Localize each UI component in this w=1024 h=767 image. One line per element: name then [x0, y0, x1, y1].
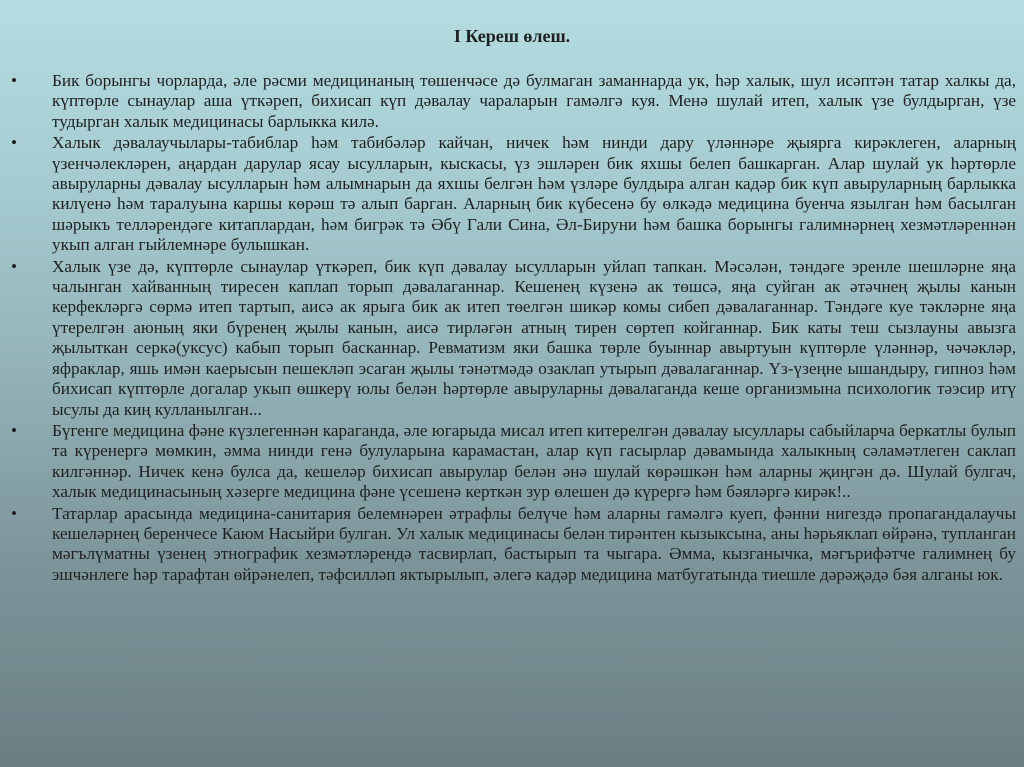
bullet-icon: •: [10, 503, 18, 523]
paragraph-text: Бүгенге медицина фәне күзлегеннән караганда, әле югарыда мисал итеп китерелгән дәвалау ысуллары сабыйларча беркатлы булып та күренергә мөмкин, әмма нинди генә булуларына карамастан, алар күп гасырлар дәвамында халыкның сәламәтлеген саклап килгәннәр. Ничек кенә булса да, кешеләр бихисап авырулар белән әнә шулай көрәшкән һәм аларны җиңгән дә. Шулай булгач, халык медицинасының хәзерге медицина фәне үсешенә керткән зур өлешен дә күрергә һәм бәяләргә кирәк!..: [52, 420, 1016, 502]
list-item: [0, 257, 1024, 420]
list-item: [0, 504, 1024, 586]
paragraph-list: [0, 71, 1024, 586]
paragraph-text: Халык үзе дә, күптөрле сынаулар үткәреп, бик күп дәвалау ысулларын уйлап тапкан. Мәсәлән, тәндәге эренле шешләрне яңа чалынган хайванның тиресен каплап торып дәвалаганнар. Кешенең күзенә ак төшсә, яңа суйган ак әтәчнең җылы канын керфекләргә сөрмә итеп тартып, аисә ак ярыга бик ак итеп төелгән шикәр комы сибеп дәвалаганнар. Тәндәге куе тәкләрне яңа үтерелгән аюның яки бүренең җылы канын, аисә тирләгән атның тирен сөртеп койганнар. Бик каты теш сызлауны авызга җылыткан серкә(уксус) кабып торып басканнар. Ревматизм яки башка төрле буыннар авыртуын күптөрле үләннәр, чәчәкләр, яфраклар, яшь имән каерысын пешекләп эсаган җылы тәнәтмәдә озаклап утырып дәвалаганнар. Үз-үзеңне ышандыру, гипноз һәм бихисап күптөрле догалар укып өшкерү юлы белән һәртөрле авыруларны дәвалаганда кеше организмына психологик тәэсир итү ысулы да киң кулланылган...: [52, 256, 1016, 419]
bullet-icon: •: [10, 256, 18, 276]
bullet-icon: •: [10, 71, 18, 90]
bullet-icon: •: [10, 133, 18, 153]
list-item: [0, 71, 1024, 132]
paragraph-text: Халык дәвалаучылары-табиблар һәм табибәләр кайчан, ничек һәм нинди дару үләннәре җыярга кирәклеген, аларның үзенчәлекләрен, аңардан дарулар ясау ысулларын, кыскасы, үз эшләрен бик яхшы белеп башкарган. Алар шулай ук һәртөрле авыруларны дәвалау ысулларын һәм алымнарын да яхшы белгән һәм үзләре булдыра алган кадәр бик күп авыруларның барлыкка килүенә һәм таралуына каршы көрәш тә алып барган. Аларның бик күбесенә бу өлкәдә медицина буенча язылган һәм басылган шәрыкъ телләрендәге китаплардан, һәм бигрәк тә Әбү Гали Сина, Әл-Бируни һәм башка борынгы галимнәрнең хезмәтләреннән укып алган гыйлемнәре булышкан.: [52, 133, 1016, 255]
paragraph-text: Татарлар арасында медицина-санитария белемнәрен әтрафлы белүче һәм аларны гамәлгә куеп, фәнни нигездә пропагандалаучы кешеләрнең беренчесе Каюм Насыйри булган. Ул халык медицинасы белән тирәнтен кызыксына, аны һәрьяклап өйрәнә, тупланган мәгълүматны үзенең этнографик хезмәтләрендә тасвирлап, бастырып та чыгара. Әмма, кызганычка, мәгърифәтче галимнең бу эшчәнлеге һәр тарафтан өйрәнелеп, тәфсилләп яктырылып, әлегә кадәр медицина матбугатында тиешле дәрәҗәдә бәя алганы юк.: [52, 503, 1016, 584]
slide-title: I Кереш өлеш.: [453, 26, 571, 46]
paragraph-text: Бик борынгы чорларда, әле рәсми медицинаның төшенчәсе дә булмаган заманнарда ук, һәр халык, шул исәптән татар халкы да, күптөрле сынаулар аша үткәреп, бихисап күп дәвалау чараларын гамәлгә куя. Менә шулай итеп, халык үзе булдырган, үзе тудырган халык медицинасы барлыкка килә.: [52, 71, 1016, 131]
list-item: [0, 133, 1024, 255]
list-item: [0, 421, 1024, 503]
bullet-icon: •: [10, 420, 18, 440]
